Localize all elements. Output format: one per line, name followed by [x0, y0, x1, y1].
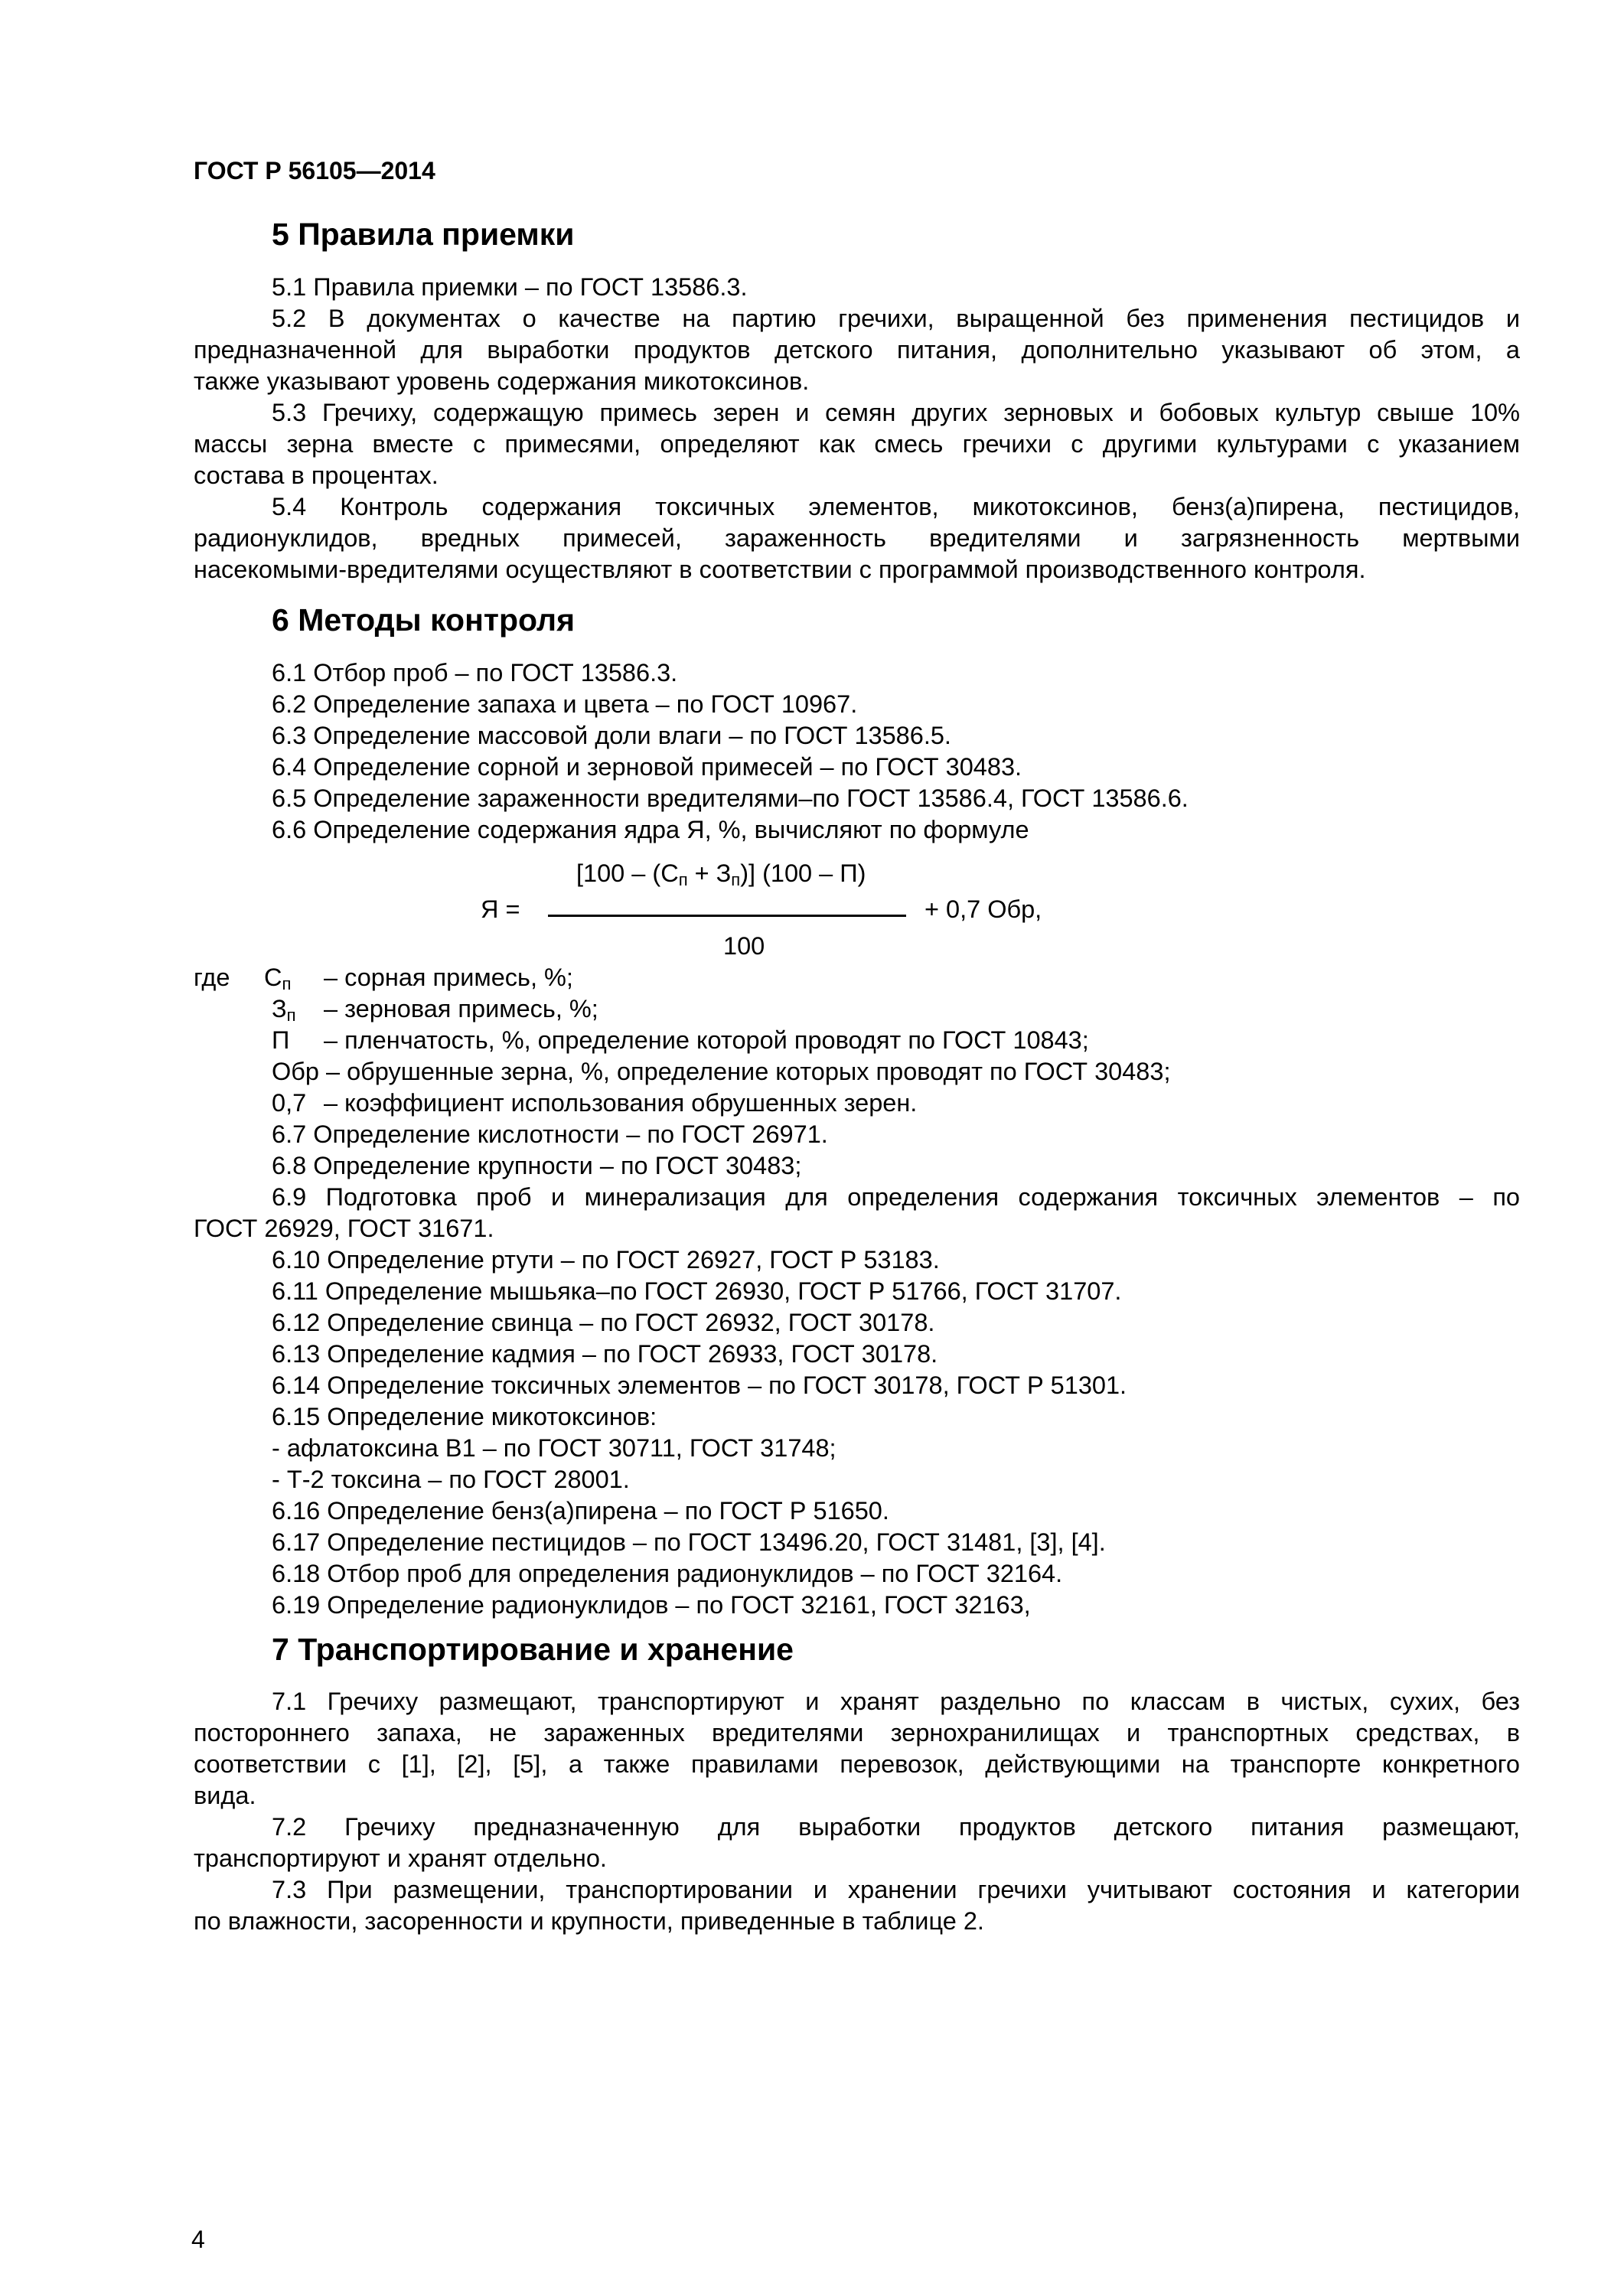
paragraph-line: 6.9 Подготовка проб и минерализация для определения содержания токсичных элементов – по	[272, 1183, 1520, 1211]
section-6-list-a	[272, 657, 1598, 846]
legend-row-obr: Обр – обрушенные зерна, %, определение которых проводят по ГОСТ 30483;	[272, 1058, 1171, 1085]
list-item: 6.2 Определение запаха и цвета – по ГОСТ 10967.	[272, 690, 858, 718]
list-item: 6.15 Определение микотоксинов:	[272, 1403, 657, 1430]
section-5-title: 5 Правила приемки	[272, 217, 575, 252]
paragraph-7-1	[194, 1686, 1520, 1812]
list-item: 6.6 Определение содержания ядра Я, %, вычисляют по формуле	[272, 816, 1029, 843]
list-item: - Т-2 токсина – по ГОСТ 28001.	[272, 1466, 630, 1493]
paragraph-line: транспортируют и хранят отдельно.	[194, 1844, 607, 1872]
legend-symbol	[264, 962, 291, 993]
paragraph-line: 7.1 Гречиху размещают, транспортируют и хранят раздельно по классам в чистых, сухих, без	[272, 1688, 1520, 1715]
list-item: 6.4 Определение сорной и зерновой примесей – по ГОСТ 30483.	[272, 753, 1022, 781]
paragraph-5-3	[194, 397, 1520, 491]
paragraph-line: соответствии с [1], [2], [5], а также правилами перевозок, действующими на транспорте конкретного	[194, 1750, 1520, 1778]
subscript: п	[731, 870, 741, 889]
paragraph-line: вида.	[194, 1782, 256, 1809]
section-7-title: 7 Транспортирование и хранение	[272, 1632, 794, 1667]
legend-description: – сорная примесь, %;	[324, 964, 573, 991]
paragraph-line: 5.2 В документах о качестве на партию гречихи, выращенной без применения пестицидов и	[272, 305, 1520, 332]
paragraph-line: 5.3 Гречиху, содержащую примесь зерен и семян других зерновых и бобовых культур свыше 10%	[272, 399, 1520, 426]
paragraph-line: 7.2 Гречиху предназначенную для выработки продуктов детского питания размещают,	[272, 1813, 1520, 1841]
list-item: 6.19 Определение радионуклидов – по ГОСТ 32161, ГОСТ 32163,	[272, 1591, 1031, 1619]
list-item: 6.7 Определение кислотности – по ГОСТ 26971.	[272, 1120, 828, 1148]
legend-description: – зерновая примесь, %;	[324, 995, 598, 1022]
list-item: 6.11 Определение мышьяка–по ГОСТ 26930, ГОСТ Р 51766, ГОСТ 31707.	[272, 1277, 1122, 1305]
formula-numerator	[576, 858, 866, 889]
list-item: 6.14 Определение токсичных элементов – по ГОСТ 30178, ГОСТ Р 51301.	[272, 1371, 1127, 1399]
subscript: п	[282, 974, 292, 993]
paragraph-line: насекомыми-вредителями осуществляют в соответствии с программой производственного контроля.	[194, 556, 1366, 583]
section-6-list-c	[272, 1244, 1598, 1621]
list-item: 6.3 Определение массовой доли влаги – по ГОСТ 13586.5.	[272, 722, 951, 749]
paragraph-6-9	[194, 1182, 1520, 1244]
paragraph-7-2	[194, 1812, 1520, 1874]
paragraph-line: массы зерна вместе с примесями, определяют как смесь гречихи с другими культурами с указанием	[194, 430, 1520, 458]
legend-symbol: 0,7	[272, 1089, 307, 1117]
formula-rhs: + 0,7 Обр,	[925, 895, 1042, 923]
list-item: 6.13 Определение кадмия – по ГОСТ 26933, ГОСТ 30178.	[272, 1340, 938, 1368]
paragraph-5-2	[194, 303, 1520, 397]
legend-symbol	[272, 993, 296, 1025]
list-item: 6.5 Определение зараженности вредителями–по ГОСТ 13586.4, ГОСТ 13586.6.	[272, 784, 1189, 812]
paragraph-line: 5.4 Контроль содержания токсичных элементов, микотоксинов, бенз(а)пирена, пестицидов,	[272, 493, 1520, 520]
list-item: 6.8 Определение крупности – по ГОСТ 30483;	[272, 1152, 802, 1179]
legend-symbol: П	[272, 1026, 290, 1054]
numerator-part: )] (100 – П)	[740, 859, 866, 887]
section-6-list-b	[272, 1119, 1598, 1182]
list-item: 6.12 Определение свинца – по ГОСТ 26932, ГОСТ 30178.	[272, 1309, 935, 1336]
formula-denominator: 100	[723, 932, 765, 960]
paragraph-line: 7.3 При размещении, транспортировании и хранении гречихи учитывают состояния и категории	[272, 1876, 1520, 1903]
list-item: 6.18 Отбор проб для определения радионуклидов – по ГОСТ 32164.	[272, 1560, 1063, 1587]
legend-description: – коэффициент использования обрушенных зерен.	[324, 1089, 918, 1117]
numerator-part: [100 – (С	[576, 859, 679, 887]
subscript: п	[286, 1006, 296, 1025]
symbol-letter: С	[264, 964, 282, 991]
paragraph-5-1: 5.1 Правила приемки – по ГОСТ 13586.3.	[272, 273, 748, 301]
document-header: ГОСТ Р 56105—2014	[194, 157, 435, 184]
list-item: 6.1 Отбор проб – по ГОСТ 13586.3.	[272, 659, 678, 687]
paragraph-7-3	[194, 1874, 1520, 1937]
subscript: п	[678, 870, 688, 889]
formula-lhs: Я =	[481, 895, 520, 923]
paragraph-line: состава в процентах.	[194, 461, 439, 489]
paragraph-line: постороннего запаха, не зараженных вредителями зернохранилищах и транспортных средствах, в	[194, 1719, 1520, 1746]
list-item: - афлатоксина В1 – по ГОСТ 30711, ГОСТ 31748;	[272, 1434, 836, 1462]
section-6-title: 6 Методы контроля	[272, 602, 575, 638]
list-item: 6.17 Определение пестицидов – по ГОСТ 13496.20, ГОСТ 31481, [3], [4].	[272, 1528, 1106, 1556]
paragraph-line: ГОСТ 26929, ГОСТ 31671.	[194, 1215, 494, 1242]
legend-where: где	[194, 964, 230, 991]
paragraph-line: также указывают уровень содержания микотоксинов.	[194, 367, 810, 395]
legend-description: – пленчатость, %, определение которой проводят по ГОСТ 10843;	[324, 1026, 1089, 1054]
list-item: 6.16 Определение бенз(а)пирена – по ГОСТ Р 51650.	[272, 1497, 889, 1525]
list-item: 6.10 Определение ртути – по ГОСТ 26927, ГОСТ Р 53183.	[272, 1246, 940, 1274]
fraction-bar	[548, 915, 906, 917]
paragraph-5-4	[194, 491, 1520, 585]
paragraph-line: предназначенной для выработки продуктов детского питания, дополнительно указывают об этом, а	[194, 336, 1520, 364]
numerator-part: + З	[687, 859, 732, 887]
page-number: 4	[191, 2226, 205, 2253]
symbol-letter: З	[272, 995, 287, 1022]
paragraph-line: радионуклидов, вредных примесей, зараженность вредителями и загрязненность мертвыми	[194, 524, 1520, 552]
paragraph-line: по влажности, засоренности и крупности, приведенные в таблице 2.	[194, 1907, 984, 1935]
